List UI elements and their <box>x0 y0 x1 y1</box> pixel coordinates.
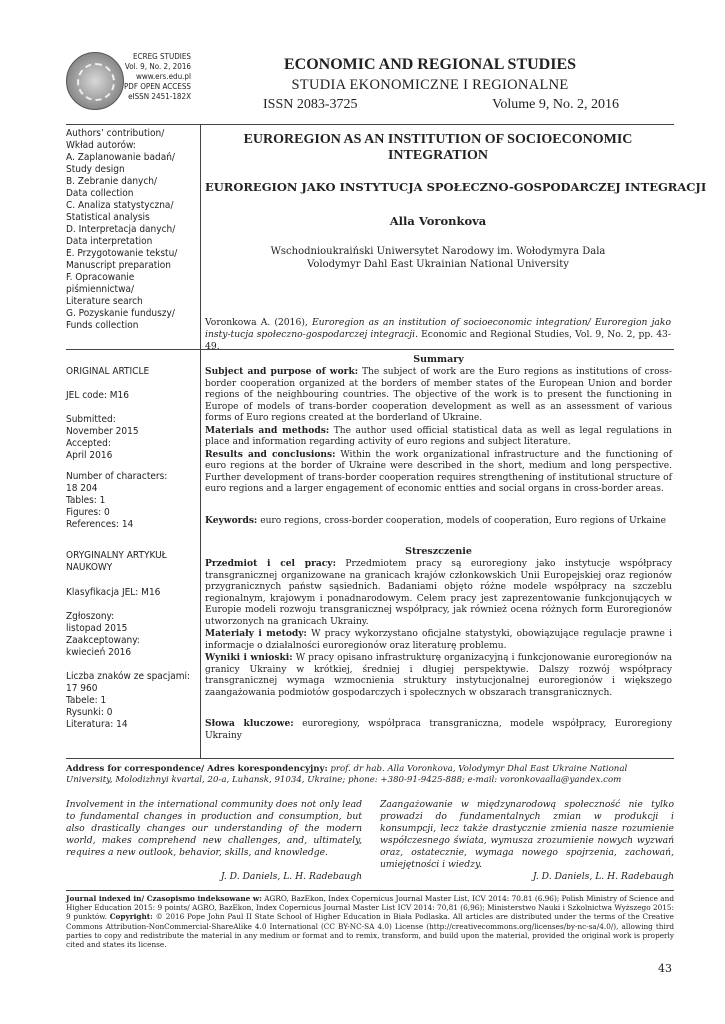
journal-logo <box>66 52 124 110</box>
jel-code-pl: Klasyfikacja JEL: M16 <box>66 587 161 598</box>
ecreg-line: Vol. 9, No. 2, 2016 <box>124 62 191 71</box>
divider <box>66 890 674 891</box>
article-type-en: ORIGINAL ARTICLE <box>66 366 150 377</box>
streszczenie-body: Przedmiot i cel pracy: Przedmiotem pracy są euroregiony jako instytucje współpracy transgranicznej organizowane na granicach krajów członkowskich Unii Europejskiej oraz regionów przygranicznych państw sąsiednich. Badaniami objęto różne modele współpracy na szczeblu regionalnym, krajowym i ponadnarodowym. Celem pracy jest zaprezentowanie funkcjonujących w Europie modeli rozwoju transgranicznej współpracy, jak również ocena różnych form Euroregionów utworzonych na granicach Ukrainy. Materiały i metody: W pracy wykorzystano oficjalne statystyki, obowiązujące regulacje prawne i informacje o działalności euroregionów oraz literaturę problemu. Wyniki i wnioski: W pracy opisano infrastrukturę organizacyjną i funkcjonowanie euroregionów na granicy Ukrainy w krótkiej, średniej i długiej perspektywie. Dalszy rozwój współpracy transgranicznej wymaga wzmocnienia struktury instytucjonalnej euroregionów i większego zaangażowania podmiotów gospodarczych i społecznych w obszarach transgranicznych. <box>205 558 672 698</box>
counts-en: Number of characters: 18 204 Tables: 1 Figures: 0 References: 14 <box>66 471 168 530</box>
article-title: EUROREGION AS AN INSTITUTION OF SOCIOECONOMIC INTEGRATION <box>243 132 633 163</box>
page-number: 43 <box>658 962 672 975</box>
counts-pl: Liczba znaków ze spacjami: 17 960 Tabele: 1 Rysunki: 0 Literatura: 14 <box>66 671 191 730</box>
quote-pl: Zaangażowanie w międzynarodową społeczność nie tylko prowadzi do fundamentalnych zmian w produkcji i konsumpcji, lecz także drastycznie zmienia nasze rozumienie współczesnego świata, wymusza zrozumienie nowych wyzwań oraz, ostatecznie, wymaga nowego spojrzenia, zachowań, umiejętności i wiedzy. <box>380 799 674 870</box>
streszczenie-keywords: Słowa kluczowe: euroregiony, współpraca transgraniczna, modele współpracy, Euroregiony Ukrainy <box>205 718 673 741</box>
author-name: Alla Voronkova <box>389 214 487 228</box>
ecreg-line: www.ers.edu.pl <box>135 72 191 81</box>
journal-title: ECONOMIC AND REGIONAL STUDIES <box>283 56 577 73</box>
affiliation: Wschodnioukraiński Uniwersytet Narodowy im. Wołodymyra Dala Volodymyr Dahl East Ukrainian National University <box>270 246 606 270</box>
ecreg-line: eISSN 2451-182X <box>128 92 191 101</box>
indexing-copyright: Journal indexed in/ Czasopismo indeksowane w: AGRO, BazEkon, Index Copernicus Journal Master List, ICV 2014: 70.81 (6.96); Polish Ministry of Science and Higher Education 2015: 9 points/ AGRO, BazEkon, Index Copernicus Journal Master List ICV 2014: 70,81 (6,96); Ministerstwo Nauki i Szkolnictwa Wyższego 2015: 9 punktów. Copyright: © 2016 Pope John Paul II State School of Higher Education in Biała Podlaska. All articles are distributed under the terms of the Creative Commons Attribution-NonCommercial-ShareAlike 4.0 International (CC BY-NC-SA 4.0) License (http://creativecommons.org/licenses/by-nc-sa/4.0/), allowing third parties to copy and redistribute the material in any medium or format and to remix, transform, and build upon the material, provided the original work is properly cited and states its license. <box>66 894 674 950</box>
column-divider <box>200 124 201 758</box>
summary-body: Subject and purpose of work: The subject of work are the Euro regions as institutions of cross-border cooperation organized at the borders of member states of the European Union and border regions of the neighbouring countries. The objective of the work is to present the functioning in Europe of models of trans-border cooperation development as well as an assessment of various forms of Euro regions created at the borderland of Ukraine. Materials and methods: The author used official statistical data as well as legal regulations in place and information regarding activity of euro regions and subject literature. Results and conclusions: Within the work organizational infrastructure and the functioning of euro regions at the border of Ukraine were described in the short, medium and long perspective. Further development of trans-border cooperation requires strengthening of institutional structure of euro regions and a larger engagement of economic entties and social organs in cross-border areas. <box>205 366 672 494</box>
authors-contribution: Authors’ contribution/ Wkład autorów: A. Zaplanowanie badań/ Study design B. Zebranie danych/ Data collection C. Analiza statystyczna/ Statistical analysis D. Interpretacja danych/ Data interpretation E. Przygotowanie tekstu/ Manuscript preparation F. Opracowanie piśmiennictwa/ Literature search G. Pozyskanie funduszy/ Funds collection <box>66 128 178 331</box>
quote-author-pl: J. D. Daniels, L. H. Radebaugh <box>532 871 674 882</box>
correspondence-address: Address for correspondence/ Adres korespondencyjny: prof. dr hab. Alla Voronkova, Volodymyr Dhal East Ukraine National University, Molodizhnyi kvartal, 20-a, Luhansk, 91034, Ukraine; phone: +380-91-9425-888; e-mail: voronkovaalla@yandex.com <box>66 764 628 785</box>
issn: ISSN 2083-3725 <box>263 97 358 112</box>
volume-info: Volume 9, No. 2, 2016 <box>492 97 619 112</box>
quote-author-en: J. D. Daniels, L. H. Radebaugh <box>220 871 362 882</box>
divider <box>66 124 674 125</box>
streszczenie-heading: Streszczenie <box>405 546 472 557</box>
ecreg-line: PDF OPEN ACCESS <box>123 82 191 91</box>
article-type-pl: ORYGINALNY ARTYKUŁ NAUKOWY <box>66 550 167 573</box>
ecreg-block <box>120 52 191 102</box>
citation: Voronkowa A. (2016), Euroregion as an institution of socioeconomic integration/ Euroregion jako insty-tucja społeczno-gospodarczej integracji. Economic and Regional Studies, Vol. 9, No. 2, pp. 43-49. <box>205 317 672 352</box>
dates-en: Submitted: November 2015 Accepted: April 2016 <box>66 414 139 461</box>
divider <box>66 758 674 759</box>
jel-code-en: JEL code: M16 <box>66 390 129 401</box>
dates-pl: Zgłoszony: listopad 2015 Zaakceptowany: kwiecień 2016 <box>66 611 140 658</box>
journal-subtitle: STUDIA EKONOMICZNE I REGIONALNE <box>291 77 569 93</box>
ecreg-line: ECREG STUDIES <box>133 52 191 61</box>
article-title-pl: EUROREGION JAKO INSTYTUCJA SPOŁECZNO-GOSPODARCZEJ INTEGRACJI <box>205 180 707 194</box>
quote-en: Involvement in the international community does not only lead to fundamental changes in production and consumption, but also drastically changes our understanding of the modern world, makes comprehend new challenges, and, ultimately, requires a new outlook, behavior, skills, and knowledge. <box>66 799 362 858</box>
summary-heading: Summary <box>413 354 464 365</box>
summary-keywords: Keywords: euro regions, cross-border cooperation, models of cooperation, Euro regions of Urkaine <box>205 515 667 526</box>
